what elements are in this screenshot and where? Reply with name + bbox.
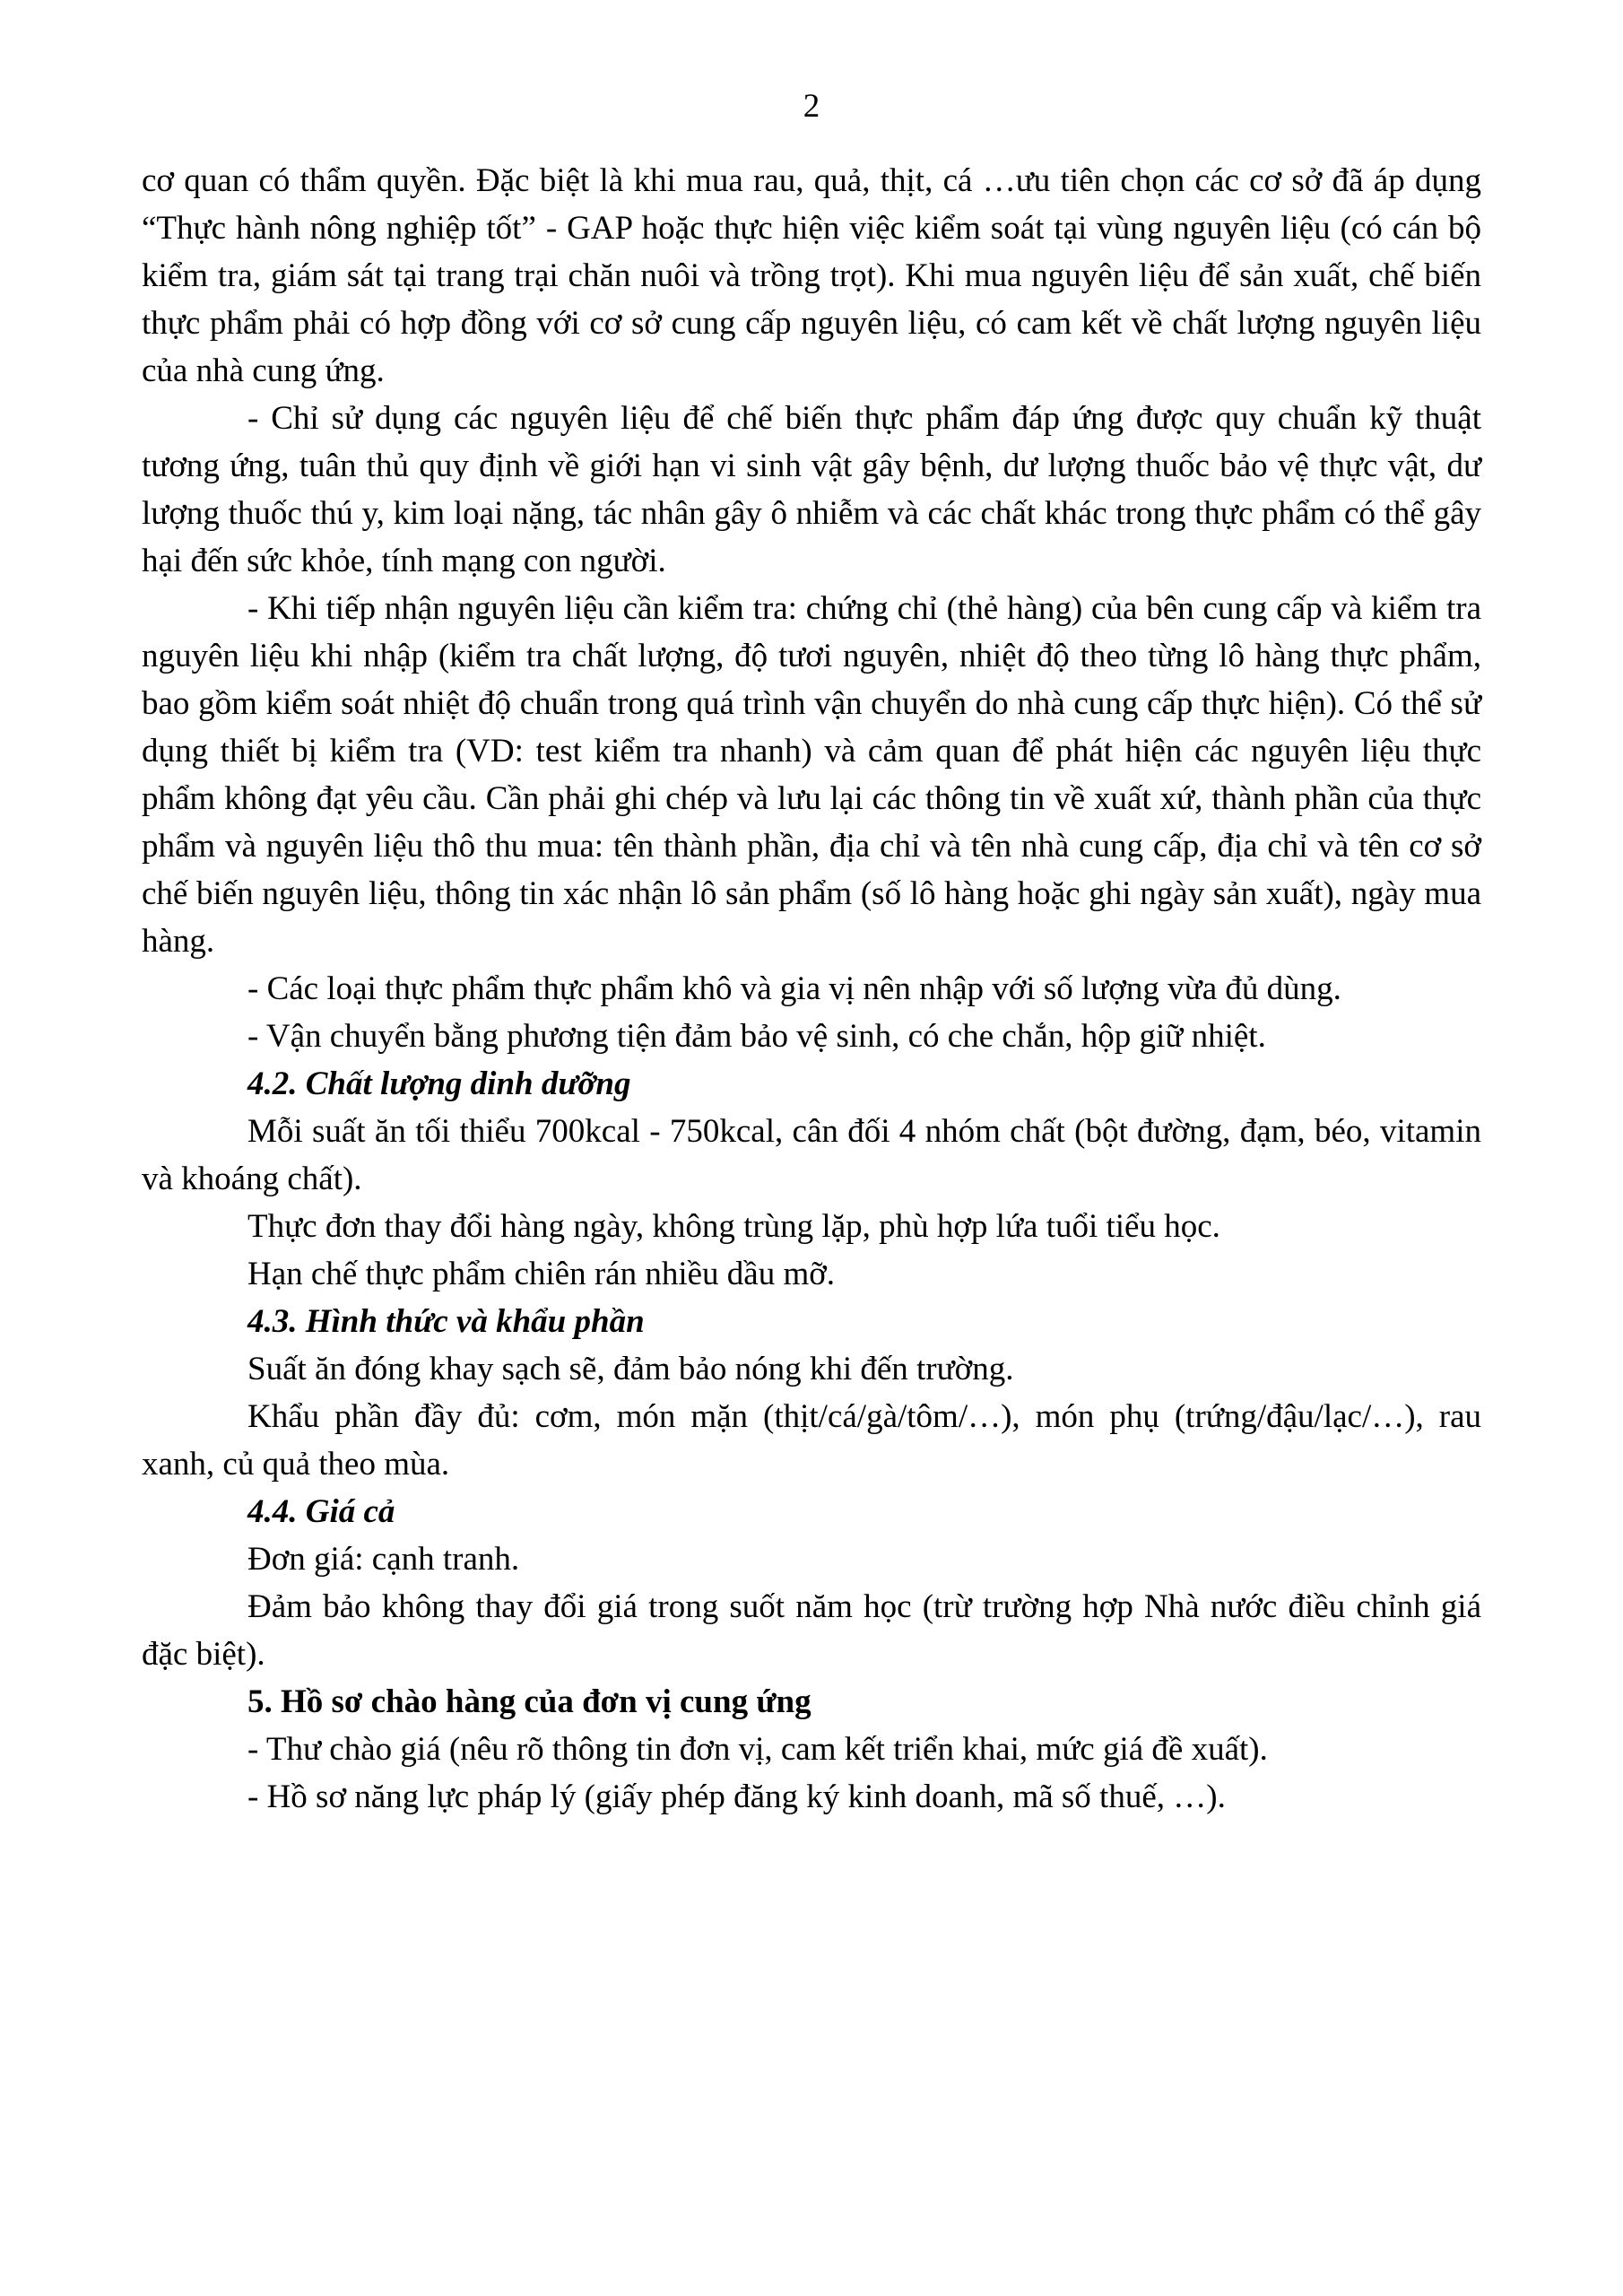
body-paragraph-calories: Mỗi suất ăn tối thiểu 700kcal - 750kcal, cân đối 4 nhóm chất (bột đường, đạm, béo, vitamin và khoáng chất).: [142, 1113, 1481, 1197]
body-paragraph-tray-packing: Suất ăn đóng khay sạch sẽ, đảm bảo nóng khi đến trường.: [247, 1351, 1014, 1387]
section-heading-4-2: 4.2. Chất lượng dinh dưỡng: [247, 1065, 631, 1102]
body-paragraph-receiving-inspection: - Khi tiếp nhận nguyên liệu cần kiểm tra: chứng chỉ (thẻ hàng) của bên cung cấp và kiểm tra nguyên liệu khi nhập (kiểm tra chất lượng, độ tươi nguyên, nhiệt độ theo từng lô hàng thực phẩm, bao gồm kiểm soát nhiệt độ chuẩn trong quá trình vận chuyển do nhà cung cấp thực hiện). Có thể sử dụng thiết bị kiểm tra (VD: test kiểm tra nhanh) và cảm quan để phát hiện các nguyên liệu thực phẩm không đạt yêu cầu. Cần phải ghi chép và lưu lại các thông tin về xuất xứ, thành phần của thực phẩm và nguyên liệu thô thu mua: tên thành phần, địa chỉ và tên nhà cung cấp, địa chỉ và tên cơ sở chế biến nguyên liệu, thông tin xác nhận lô sản phẩm (số lô hàng hoặc ghi ngày sản xuất), ngày mua hàng.: [142, 590, 1481, 960]
section-heading-4-4: 4.4. Giá cả: [247, 1493, 395, 1530]
body-paragraph-price-stability: Đảm bảo không thay đổi giá trong suốt năm học (trừ trường hợp Nhà nước điều chỉnh giá đặc biệt).: [142, 1588, 1481, 1673]
body-paragraph-transport: - Vận chuyển bằng phương tiện đảm bảo vệ sinh, có che chắn, hộp giữ nhiệt.: [247, 1018, 1266, 1055]
body-paragraph-meal-composition: Khẩu phần đầy đủ: cơm, món mặn (thịt/cá/gà/tôm/…), món phụ (trứng/đậu/lạc/…), rau xanh, củ quả theo mùa.: [142, 1398, 1481, 1483]
body-paragraph-fried-food: Hạn chế thực phẩm chiên rán nhiều dầu mỡ.: [247, 1256, 836, 1292]
body-paragraph-ingredient-standards: - Chỉ sử dụng các nguyên liệu để chế biến thực phẩm đáp ứng được quy chuẩn kỹ thuật tương ứng, tuân thủ quy định về giới hạn vi sinh vật gây bệnh, dư lượng thuốc bảo vệ thực vật, dư lượng thuốc thú y, kim loại nặng, tác nhân gây ô nhiễm và các chất khác trong thực phẩm có thể gây hại đến sức khỏe, tính mạng con người.: [142, 400, 1481, 579]
body-paragraph-quote-letter: - Thư chào giá (nêu rõ thông tin đơn vị, cam kết triển khai, mức giá đề xuất).: [247, 1731, 1268, 1768]
body-paragraph-dry-goods: - Các loại thực phẩm thực phẩm khô và gia vị nên nhập với số lượng vừa đủ dùng.: [247, 970, 1341, 1007]
body-paragraph-sourcing: cơ quan có thẩm quyền. Đặc biệt là khi mua rau, quả, thịt, cá …ưu tiên chọn các cơ sở đã áp dụng “Thực hành nông nghiệp tốt” - GAP hoặc thực hiện việc kiểm soát tại vùng nguyên liệu (có cán bộ kiểm tra, giám sát tại trang trại chăn nuôi và trồng trọt). Khi mua nguyên liệu để sản xuất, chế biến thực phẩm phải có hợp đồng với cơ sở cung cấp nguyên liệu, có cam kết về chất lượng nguyên liệu của nhà cung ứng.: [142, 162, 1481, 389]
body-paragraph-unit-price: Đơn giá: cạnh tranh.: [247, 1541, 520, 1578]
body-paragraph-legal-capacity: - Hồ sơ năng lực pháp lý (giấy phép đăng ký kinh doanh, mã số thuế, …).: [247, 1779, 1226, 1815]
body-paragraph-menu-variety: Thực đơn thay đổi hàng ngày, không trùng lặp, phù hợp lứa tuổi tiểu học.: [247, 1208, 1220, 1245]
section-heading-5: 5. Hồ sơ chào hàng của đơn vị cung ứng: [247, 1683, 812, 1720]
page-number: 2: [803, 88, 820, 125]
section-heading-4-3: 4.3. Hình thức và khẩu phần: [247, 1303, 645, 1340]
document-body: [142, 157, 1481, 1821]
